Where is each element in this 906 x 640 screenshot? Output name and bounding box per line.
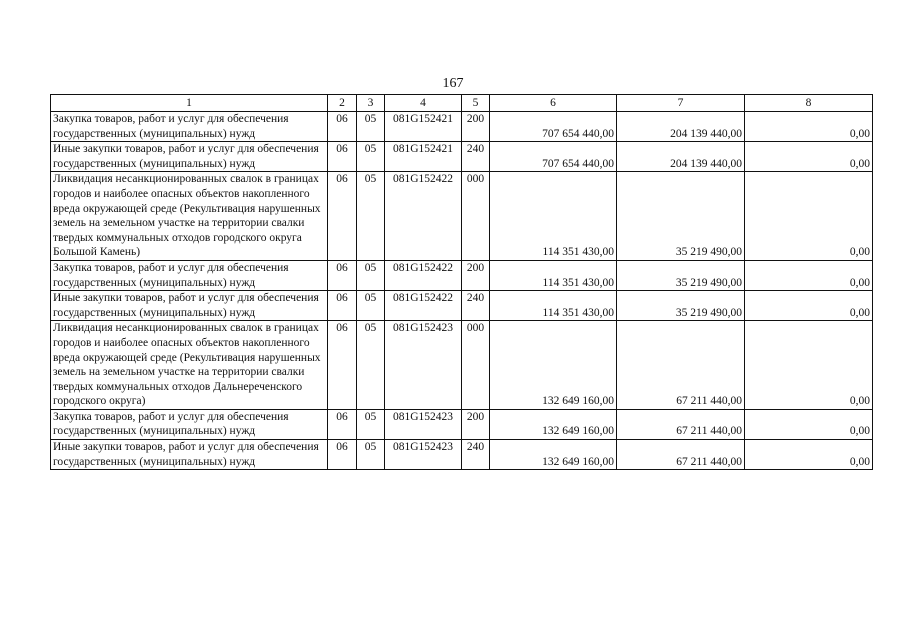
expense-type-code: 240 xyxy=(462,440,490,470)
row-name: Закупка товаров, работ и услуг для обеспечения государственных (муниципальных) нужд xyxy=(51,112,328,142)
table-row xyxy=(51,291,873,321)
column-header-1: 1 xyxy=(51,95,328,112)
expense-type-code: 240 xyxy=(462,142,490,172)
amount-col7: 67 211 440,00 xyxy=(617,440,745,470)
subsection-code: 05 xyxy=(357,409,385,439)
page-number: 167 xyxy=(442,76,464,91)
header-row xyxy=(51,95,873,112)
amount-col7: 35 219 490,00 xyxy=(617,172,745,261)
target-article-code: 081G152423 xyxy=(385,321,462,410)
target-article-code: 081G152422 xyxy=(385,260,462,290)
expense-type-code: 000 xyxy=(462,172,490,261)
row-name: Ликвидация несанкционированных свалок в границах городов и наиболее опасных объектов накопленного вреда окружающей среде (Рекультивация нарушенных земель на земельном участке на территории свалки твердых коммунальных отходов Дальнереченского городского округа) xyxy=(51,321,328,410)
amount-col8: 0,00 xyxy=(745,440,873,470)
expense-type-code: 240 xyxy=(462,291,490,321)
expense-type-code: 000 xyxy=(462,321,490,410)
expense-type-code: 200 xyxy=(462,260,490,290)
column-header-5: 5 xyxy=(462,95,490,112)
amount-col7: 35 219 490,00 xyxy=(617,260,745,290)
amount-col7: 67 211 440,00 xyxy=(617,409,745,439)
table-row xyxy=(51,409,873,439)
amount-col8: 0,00 xyxy=(745,142,873,172)
target-article-code: 081G152423 xyxy=(385,440,462,470)
table-row xyxy=(51,260,873,290)
amount-col6: 114 351 430,00 xyxy=(490,291,617,321)
amount-col7: 67 211 440,00 xyxy=(617,321,745,410)
amount-col7: 204 139 440,00 xyxy=(617,142,745,172)
section-code: 06 xyxy=(328,321,357,410)
table-row xyxy=(51,321,873,410)
section-code: 06 xyxy=(328,440,357,470)
budget-table xyxy=(50,94,873,470)
row-name: Закупка товаров, работ и услуг для обеспечения государственных (муниципальных) нужд xyxy=(51,260,328,290)
target-article-code: 081G152422 xyxy=(385,172,462,261)
amount-col8: 0,00 xyxy=(745,321,873,410)
target-article-code: 081G152423 xyxy=(385,409,462,439)
amount-col7: 204 139 440,00 xyxy=(617,112,745,142)
amount-col6: 132 649 160,00 xyxy=(490,409,617,439)
section-code: 06 xyxy=(328,172,357,261)
subsection-code: 05 xyxy=(357,142,385,172)
subsection-code: 05 xyxy=(357,321,385,410)
section-code: 06 xyxy=(328,291,357,321)
column-header-4: 4 xyxy=(385,95,462,112)
section-code: 06 xyxy=(328,112,357,142)
subsection-code: 05 xyxy=(357,260,385,290)
table-row xyxy=(51,142,873,172)
section-code: 06 xyxy=(328,260,357,290)
table-row xyxy=(51,112,873,142)
column-header-7: 7 xyxy=(617,95,745,112)
amount-col6: 132 649 160,00 xyxy=(490,440,617,470)
amount-col7: 35 219 490,00 xyxy=(617,291,745,321)
expense-type-code: 200 xyxy=(462,409,490,439)
subsection-code: 05 xyxy=(357,112,385,142)
column-header-6: 6 xyxy=(490,95,617,112)
subsection-code: 05 xyxy=(357,172,385,261)
amount-col6: 114 351 430,00 xyxy=(490,172,617,261)
table-row xyxy=(51,440,873,470)
subsection-code: 05 xyxy=(357,291,385,321)
column-header-8: 8 xyxy=(745,95,873,112)
amount-col8: 0,00 xyxy=(745,291,873,321)
amount-col6: 707 654 440,00 xyxy=(490,142,617,172)
column-header-2: 2 xyxy=(328,95,357,112)
row-name: Иные закупки товаров, работ и услуг для обеспечения государственных (муниципальных) нужд xyxy=(51,291,328,321)
amount-col6: 114 351 430,00 xyxy=(490,260,617,290)
section-code: 06 xyxy=(328,409,357,439)
subsection-code: 05 xyxy=(357,440,385,470)
target-article-code: 081G152422 xyxy=(385,291,462,321)
amount-col6: 707 654 440,00 xyxy=(490,112,617,142)
table-row xyxy=(51,172,873,261)
section-code: 06 xyxy=(328,142,357,172)
expense-type-code: 200 xyxy=(462,112,490,142)
amount-col8: 0,00 xyxy=(745,260,873,290)
row-name: Иные закупки товаров, работ и услуг для обеспечения государственных (муниципальных) нужд xyxy=(51,142,328,172)
row-name: Ликвидация несанкционированных свалок в границах городов и наиболее опасных объектов накопленного вреда окружающей среде (Рекультивация нарушенных земель на земельном участке на территории свалки твердых коммунальных отходов городского округа Большой Камень) xyxy=(51,172,328,261)
amount-col6: 132 649 160,00 xyxy=(490,321,617,410)
target-article-code: 081G152421 xyxy=(385,142,462,172)
row-name: Иные закупки товаров, работ и услуг для обеспечения государственных (муниципальных) нужд xyxy=(51,440,328,470)
amount-col8: 0,00 xyxy=(745,112,873,142)
amount-col8: 0,00 xyxy=(745,409,873,439)
column-header-3: 3 xyxy=(357,95,385,112)
row-name: Закупка товаров, работ и услуг для обеспечения государственных (муниципальных) нужд xyxy=(51,409,328,439)
amount-col8: 0,00 xyxy=(745,172,873,261)
target-article-code: 081G152421 xyxy=(385,112,462,142)
